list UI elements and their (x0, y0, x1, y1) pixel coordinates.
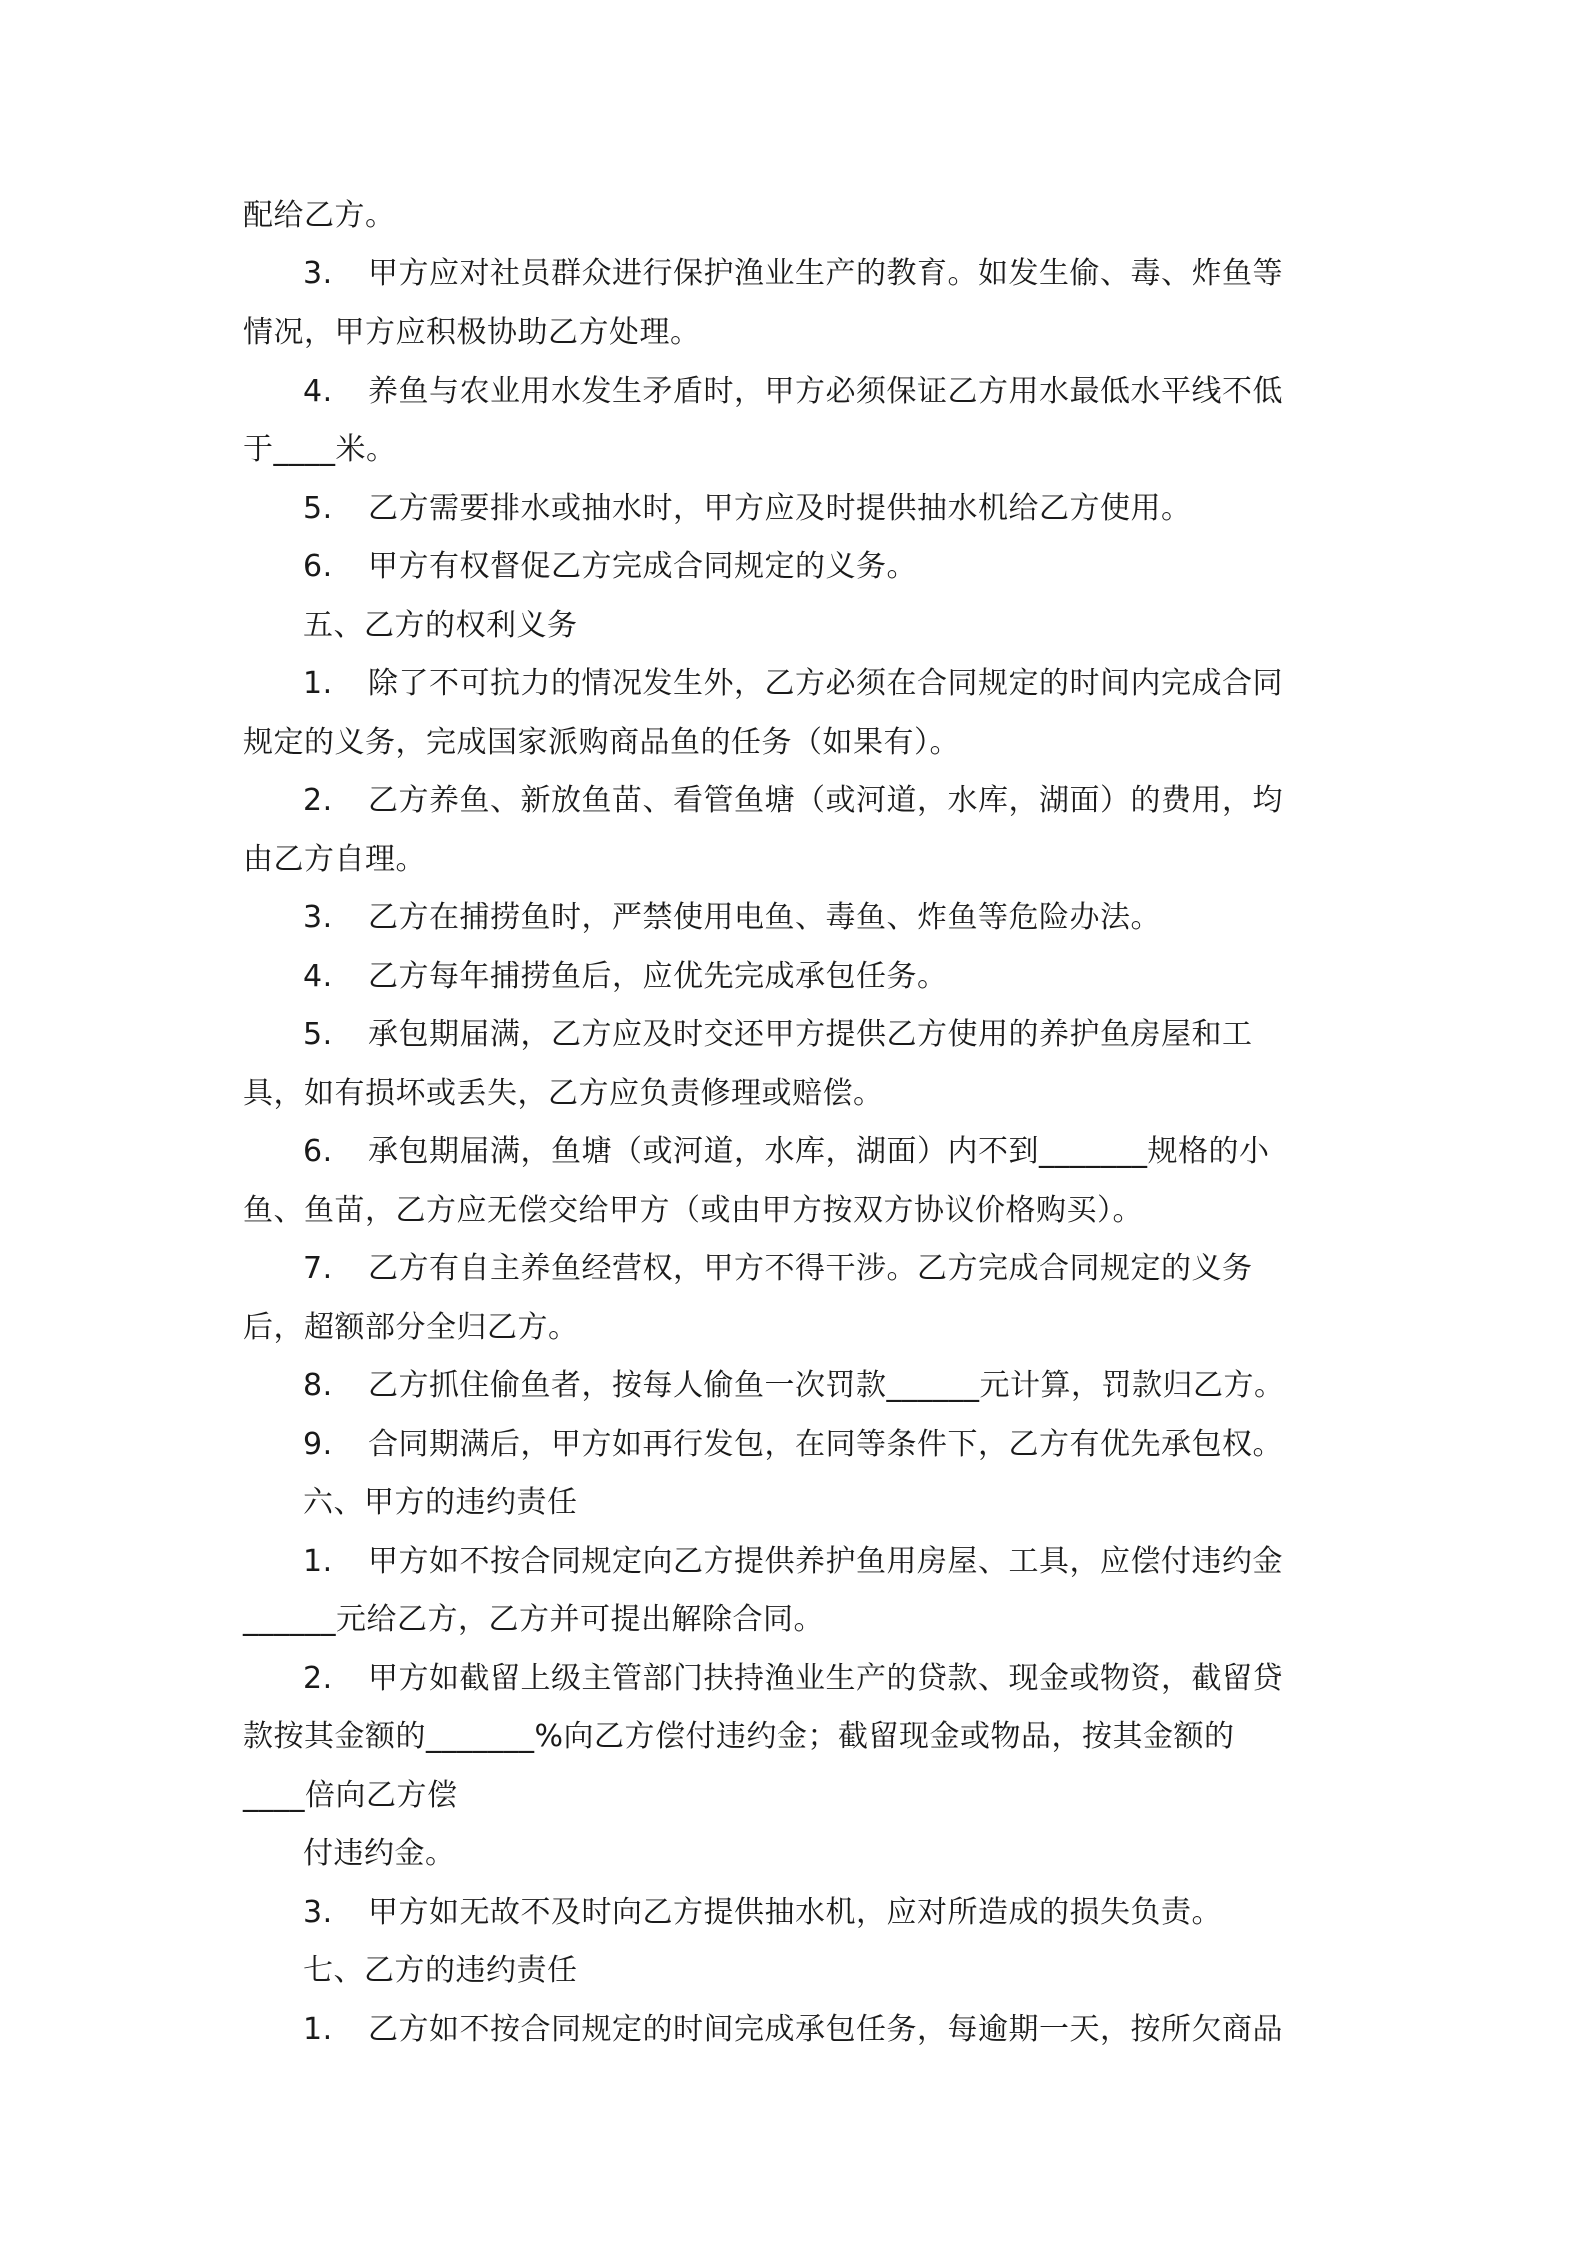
item-text: 承包期届满，乙方应及时交还甲方提供乙方使用的养护鱼房屋和工 (368, 1017, 1253, 1052)
item-text: 甲方如截留上级主管部门扶持渔业生产的贷款、现金或物资，截留贷 (368, 1661, 1283, 1696)
item-number: 1. (303, 1544, 333, 1579)
section-heading: 六、甲方的违约责任 (303, 1485, 578, 1520)
item-number: 1. (303, 2012, 333, 2047)
numbered-item (303, 957, 948, 997)
text-line: 具，如有损坏或丢失，乙方应负责修理或赔偿。 (243, 1076, 884, 1111)
numbered-item (303, 1015, 1253, 1055)
text-line: 规定的义务，完成国家派购商品鱼的任务（如果有）。 (243, 725, 960, 760)
item-text: 乙方在捕捞鱼时，严禁使用电鱼、毒鱼、炸鱼等危险办法。 (368, 900, 1161, 935)
numbered-item (303, 254, 1283, 294)
text-line: 鱼、鱼苗，乙方应无偿交给甲方（或由甲方按双方协议价格购买）。 (243, 1193, 1143, 1228)
numbered-item (303, 1132, 1270, 1172)
text-line: 后，超额部分全归乙方。 (243, 1310, 579, 1345)
item-number: 8. (303, 1368, 333, 1403)
item-number: 4. (303, 374, 333, 409)
item-text: 甲方应对社员群众进行保护渔业生产的教育。如发生偷、毒、炸鱼等 (368, 256, 1283, 291)
text-line: 配给乙方。 (243, 198, 396, 233)
text-line: 由乙方自理。 (243, 842, 426, 877)
text-line: ____倍向乙方偿 (243, 1778, 458, 1813)
numbered-item (303, 781, 1283, 821)
section-heading: 五、乙方的权利义务 (303, 608, 578, 643)
item-number: 6. (303, 549, 333, 584)
item-number: 3. (303, 256, 333, 291)
item-text: 甲方有权督促乙方完成合同规定的义务。 (368, 549, 917, 584)
section-heading: 七、乙方的违约责任 (303, 1953, 578, 1988)
numbered-item (303, 898, 1161, 938)
numbered-item (303, 489, 1192, 529)
text-line: ______元给乙方，乙方并可提出解除合同。 (243, 1602, 824, 1637)
item-number: 5. (303, 491, 333, 526)
item-text: 乙方每年捕捞鱼后，应优先完成承包任务。 (368, 959, 948, 994)
text-line: 付违约金。 (303, 1836, 456, 1871)
item-text: 合同期满后，甲方如再行发包，在同等条件下，乙方有优先承包权。 (368, 1427, 1283, 1462)
item-text: 除了不可抗力的情况发生外，乙方必须在合同规定的时间内完成合同 (368, 666, 1283, 701)
numbered-item (303, 1659, 1283, 1699)
item-text: 甲方如不按合同规定向乙方提供养护鱼用房屋、工具，应偿付违约金 (368, 1544, 1283, 1579)
text-line: 情况，甲方应积极协助乙方处理。 (243, 315, 701, 350)
item-number: 1. (303, 666, 333, 701)
numbered-item (303, 1249, 1253, 1289)
item-number: 3. (303, 900, 333, 935)
item-number: 3. (303, 1895, 333, 1930)
numbered-item (303, 372, 1283, 412)
item-number: 7. (303, 1251, 333, 1286)
item-text: 甲方如无故不及时向乙方提供抽水机，应对所造成的损失负责。 (368, 1895, 1222, 1930)
numbered-item (303, 1542, 1283, 1582)
numbered-item (303, 2010, 1283, 2050)
text-line: 款按其金额的_______%向乙方偿付违约金；截留现金或物品，按其金额的 (243, 1719, 1235, 1754)
numbered-item (303, 547, 917, 587)
item-text: 乙方抓住偷鱼者，按每人偷鱼一次罚款______元计算，罚款归乙方。 (368, 1368, 1285, 1403)
numbered-item (303, 1366, 1285, 1406)
item-text: 乙方养鱼、新放鱼苗、看管鱼塘（或河道，水库，湖面）的费用，均 (368, 783, 1283, 818)
item-number: 9. (303, 1427, 333, 1462)
item-number: 5. (303, 1017, 333, 1052)
item-text: 承包期届满，鱼塘（或河道，水库，湖面）内不到_______规格的小 (368, 1134, 1270, 1169)
item-number: 4. (303, 959, 333, 994)
numbered-item (303, 1893, 1222, 1933)
numbered-item (303, 1425, 1283, 1465)
item-number: 6. (303, 1134, 333, 1169)
item-text: 乙方需要排水或抽水时，甲方应及时提供抽水机给乙方使用。 (368, 491, 1192, 526)
item-text: 养鱼与农业用水发生矛盾时，甲方必须保证乙方用水最低水平线不低 (368, 374, 1283, 409)
item-text: 乙方如不按合同规定的时间完成承包任务，每逾期一天，按所欠商品 (368, 2012, 1283, 2047)
text-line: 于____米。 (243, 432, 397, 467)
item-number: 2. (303, 783, 333, 818)
item-number: 2. (303, 1661, 333, 1696)
item-text: 乙方有自主养鱼经营权，甲方不得干涉。乙方完成合同规定的义务 (368, 1251, 1253, 1286)
numbered-item (303, 664, 1283, 704)
